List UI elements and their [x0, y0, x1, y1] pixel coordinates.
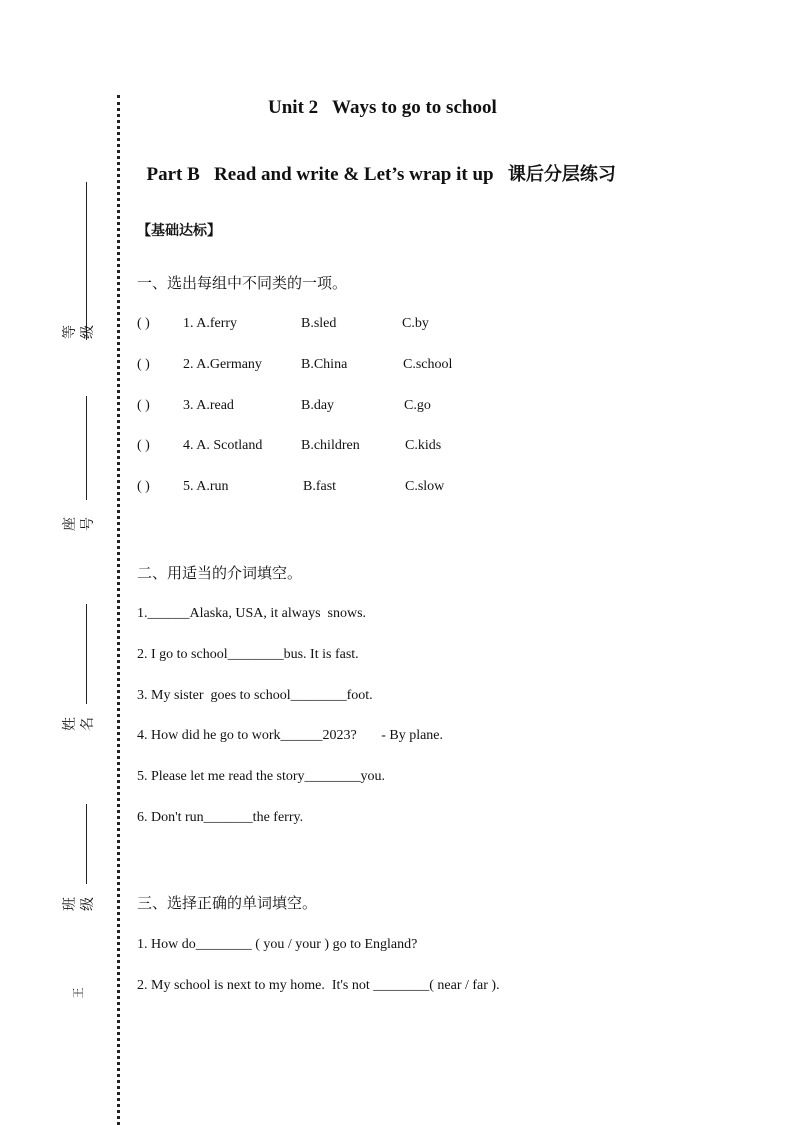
option-a: 5. A.run: [183, 479, 229, 494]
answer-paren[interactable]: ( ): [137, 479, 150, 494]
subtitle-chinese: 课后分层练习: [507, 164, 616, 185]
side-label-grade: 等级: [62, 325, 96, 339]
page-subtitle: [137, 138, 616, 186]
fill-blank-item[interactable]: 2. I go to school________bus. It is fast.: [137, 647, 359, 662]
fill-blank-item[interactable]: 6. Don't run_______the ferry.: [137, 810, 304, 825]
option-b: B.day: [301, 398, 335, 413]
subtitle-english: Part B Read and write & Let’s wrap it up: [146, 164, 494, 185]
option-b: B.sled: [301, 316, 337, 331]
option-a: 2. A.Germany: [183, 357, 262, 372]
option-b: B.children: [301, 438, 360, 453]
fill-blank-item[interactable]: 1.______Alaska, USA, it always snows.: [137, 606, 367, 621]
option-c: C.kids: [405, 438, 442, 453]
level-label: 【基础达标】: [137, 223, 221, 239]
choose-word-item[interactable]: 1. How do________ ( you / your ) go to England?: [137, 937, 418, 952]
fill-blank-item[interactable]: 4. How did he go to work______2023? - By plane.: [137, 728, 444, 743]
class-blank-line: [86, 804, 87, 884]
answer-paren[interactable]: ( ): [137, 357, 150, 372]
grade-blank-line: [86, 182, 87, 340]
side-label-school: 王: [72, 987, 85, 999]
answer-paren[interactable]: ( ): [137, 316, 150, 331]
option-c: C.school: [403, 357, 453, 372]
side-label-name: 姓名: [62, 717, 96, 731]
fill-blank-item[interactable]: 3. My sister goes to school________foot.: [137, 688, 373, 703]
fill-blank-item[interactable]: 5. Please let me read the story________you.: [137, 769, 386, 784]
option-a: 1. A.ferry: [183, 316, 238, 331]
side-label-seat: 座号: [62, 517, 96, 531]
option-b: B.China: [301, 357, 348, 372]
section3-heading: 三、选择正确的单词填空。: [137, 894, 318, 912]
answer-paren[interactable]: ( ): [137, 438, 150, 453]
section2-heading: 二、用适当的介词填空。: [137, 564, 303, 582]
seat-blank-line: [86, 396, 87, 500]
option-b: B.fast: [303, 479, 337, 494]
option-c: C.by: [402, 316, 429, 331]
answer-paren[interactable]: ( ): [137, 398, 150, 413]
choose-word-item[interactable]: 2. My school is next to my home. It's not ________( near / far ).: [137, 978, 500, 993]
binding-dotted-line: [117, 95, 120, 1125]
option-c: C.go: [404, 398, 431, 413]
option-c: C.slow: [405, 479, 445, 494]
page-title: Unit 2 Ways to go to school: [268, 97, 497, 118]
option-a: 3. A.read: [183, 398, 234, 413]
side-label-class: 班级: [62, 897, 96, 911]
name-blank-line: [86, 604, 87, 704]
section1-heading: 一、选出每组中不同类的一项。: [137, 274, 348, 292]
option-a: 4. A. Scotland: [183, 438, 263, 453]
